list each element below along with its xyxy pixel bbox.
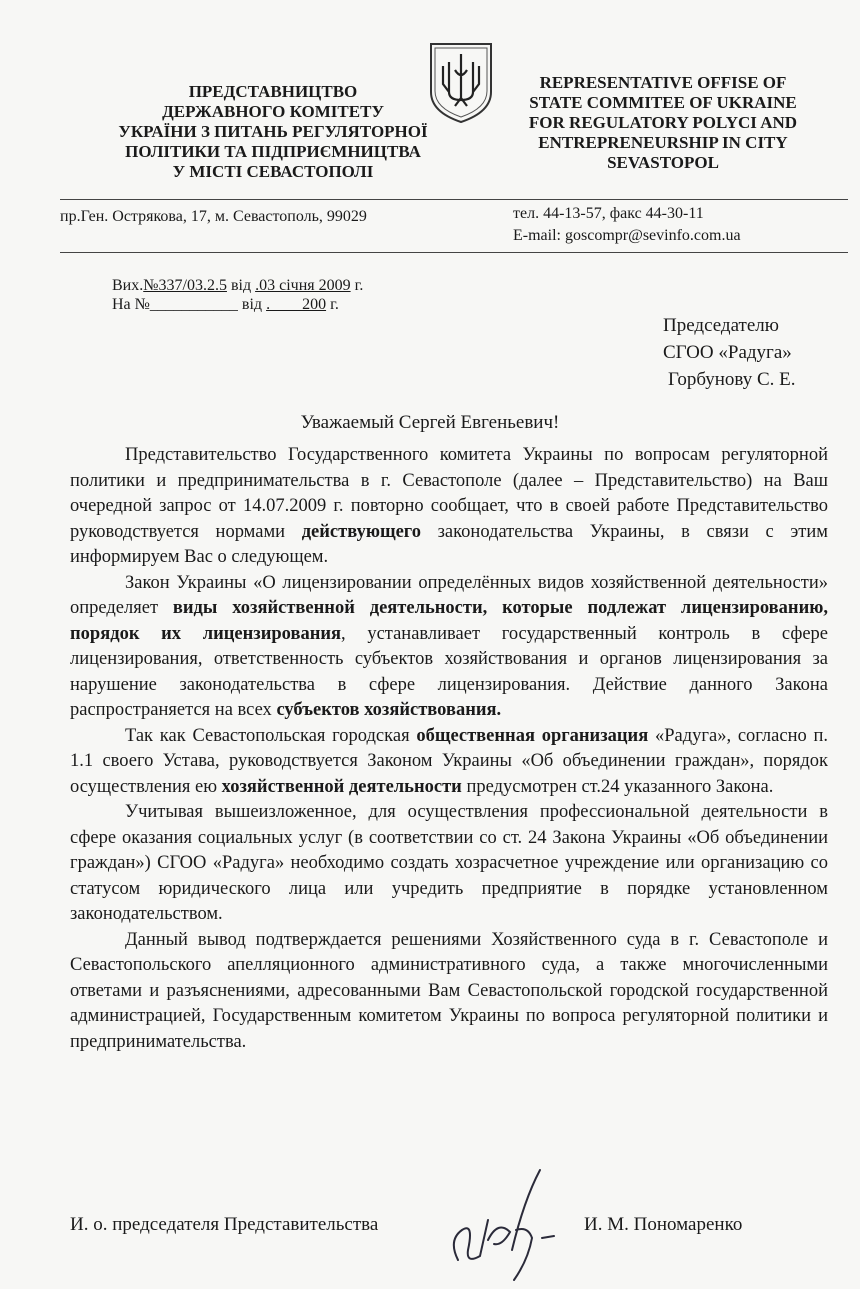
incoming-number: ___________ — [149, 296, 238, 313]
header-en-line: STATE COMMITEE OF UKRAINE — [529, 93, 797, 112]
header-ua-line: ДЕРЖАВНОГО КОМІТЕТУ — [162, 102, 384, 121]
outgoing-suffix: г. — [354, 277, 364, 294]
addressee-organization: СГОО «Радуга» — [663, 342, 792, 363]
header-en-line: SEVASTOPOL — [607, 153, 719, 172]
addressee-title: Председателю — [663, 315, 779, 336]
incoming-reference — [112, 295, 339, 314]
paragraph-text: предусмотрен ст.24 указанного Закона. — [461, 776, 774, 797]
header-en-line: FOR REGULATORY POLYCI AND — [528, 113, 798, 132]
incoming-suffix: г. — [330, 296, 339, 313]
header-ua-line: ПОЛІТИКИ ТА ПІДПРИЄМНИЦТВА — [125, 142, 421, 161]
outgoing-reference — [112, 276, 363, 295]
header-en — [502, 73, 824, 173]
paragraph-text: Закон Украины «О лицензировании определённых видов хозяйственной деятельности» определяет — [70, 572, 828, 618]
address-rule — [60, 252, 848, 253]
header-ua-line: У МІСТІ СЕВАСТОПОЛІ — [172, 162, 374, 181]
paragraph-text: «Радуга», согласно п. 1.1 своего Устава, руководствуется Законом Украины «Об объединении граждан», порядок осуществления ею — [70, 725, 828, 797]
header-ua-line: УКРАЇНИ З ПИТАНЬ РЕГУЛЯТОРНОЇ — [118, 122, 428, 141]
incoming-prefix: На № — [112, 296, 150, 313]
office-email: E-mail: goscompr@sevinfo.com.ua — [513, 227, 741, 244]
header-en-line: REPRESENTATIVE OFFISE OF — [539, 73, 787, 92]
outgoing-date: .03 січня 2009 — [255, 277, 351, 294]
outgoing-number: №337/03.2.5 — [143, 277, 227, 294]
paragraph-text: , устанавливает государственный контроль в сфере лицензирования, ответственность субъектов хозяйствования и органов лицензирования за нарушение законодательства в сфере лицензирования. Действие данного Закона распространяется на всех — [70, 623, 828, 720]
paragraph-4: Учитывая вышеизложенное, для осуществления профессиональной деятельности в сфере оказания социальных услуг (в соответствии со ст. 24 Закона Украины «Об объединении граждан») СГОО «Радуга» необходимо создать хозрасчетное учреждение или организацию со статусом юридического лица или учредить предприятие в порядке установленном законодательством. — [70, 802, 828, 924]
paragraph-bold-text: общественная организация — [416, 725, 649, 746]
paragraph-text: законодательства Украины, в связи с этим информируем Вас о следующем. — [70, 521, 828, 567]
incoming-date: . 200 — [266, 296, 327, 313]
greeting: Уважаемый Сергей Евгеньевич! — [300, 412, 560, 433]
header-ua — [58, 82, 488, 182]
letter-body — [70, 443, 828, 1055]
signatory-position: И. о. председателя Представительства — [70, 1214, 379, 1235]
paragraph-bold-text: субъектов хозяйствования. — [276, 700, 502, 720]
paragraph-2 — [70, 571, 828, 724]
addressee-name: Горбунову С. Е. — [668, 369, 796, 390]
outgoing-prefix: Вих. — [112, 277, 144, 294]
paragraph-bold-text: виды хозяйственной деятельности, которые подлежат лицензированию, порядок их лицензирования — [70, 598, 828, 644]
paragraph-5: Данный вывод подтверждается решениями Хозяйственного суда в г. Севастополе и Севастопольского апелляционного административного суда, а также многочисленными ответами и разъяснениями, адресованными Вам Севастопольской городской государственной администрацией, Государственным комитетом Украины по вопроса регуляторной политики и предпринимательства. — [70, 929, 828, 1052]
incoming-from: від — [241, 296, 263, 313]
header-rule — [60, 199, 848, 200]
paragraph-3 — [70, 724, 828, 801]
signatory-name: И. М. Пономаренко — [584, 1214, 743, 1235]
header-ua-line: ПРЕДСТАВНИЦТВО — [188, 82, 358, 101]
paragraph-bold-text: действующего — [301, 521, 421, 542]
paragraph-bold-text: хозяйственной деятельности — [221, 776, 462, 797]
paragraph-text: Так как Севастопольская городская — [125, 725, 417, 746]
office-address: пр.Ген. Острякова, 17, м. Севастополь, 99029 — [60, 208, 367, 225]
header-en-line: ENTREPRENEURSHIP IN CITY — [538, 133, 788, 152]
office-phone: тел. 44-13-57, факс 44-30-11 — [513, 205, 704, 222]
paragraph-text: Представительство Государственного комитета Украины по вопросам регуляторной политики и предпринимательства в г. Севастополе (далее – Представительство) на Ваш очередной запрос от 14.07.2009 г. повторно сообщает, что в своей работе Представительство руководствуется нормами — [70, 445, 828, 542]
outgoing-from: від — [230, 277, 252, 294]
paragraph-1 — [70, 443, 828, 571]
handwritten-signature — [428, 1160, 568, 1285]
